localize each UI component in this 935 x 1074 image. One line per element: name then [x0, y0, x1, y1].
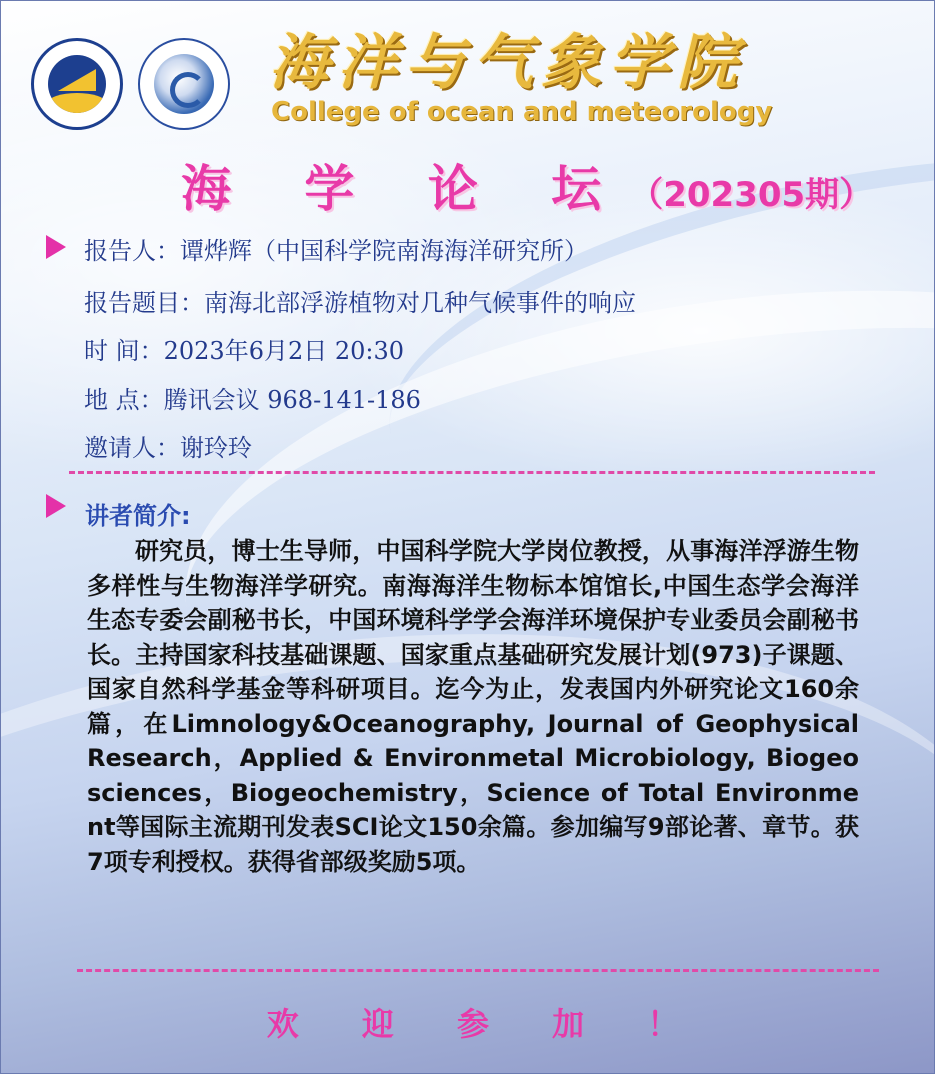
welcome-text: 欢 迎 参 加 ！	[266, 1005, 706, 1043]
forum-issue: （202305期）	[629, 175, 874, 215]
inviter-line: 邀请人：谢玲玲	[84, 434, 252, 462]
college-name-cn: 海洋与气象学院	[269, 28, 745, 98]
dashed-divider	[77, 969, 879, 972]
bullet-arrow-icon	[46, 235, 66, 259]
dashed-divider	[69, 471, 875, 474]
bullet-arrow-icon	[46, 494, 66, 518]
bio-heading: 讲者简介:	[85, 502, 191, 530]
college-name-en: College of ocean and meteorology	[271, 97, 773, 127]
time-line: 时 间：2023年6月2日 20:30	[84, 337, 405, 365]
bio-text: 研究员，博士生导师，中国科学院大学岗位教授，从事海洋浮游生物多样性与生物海洋学研究。南海海洋生物标本馆馆长,中国生态学会海洋生态专委会副秘书长，中国环境科学学会海洋环境保护专业委员会副秘书长。主持国家科技基础课题、国家重点基础研究发展计划(973)子课题、国家自然科学基金等科研项目。迄今为止，发表国内外研究论文160余篇，在Limnology&Oceanography, Journal of Geophysical Research，Applied & Environmetal Microbiology, Biogeosciences，Biogeochemistry，Science of Total Environment等国际主流期刊发表SCI论文150余篇。参加编写9部论著、章节。获7项专利授权。获得省部级奖励5项。	[87, 537, 859, 876]
college-logo-icon	[138, 38, 230, 130]
forum-title	[181, 149, 874, 221]
forum-name: 海 学 论 坛	[181, 159, 630, 218]
topic-line: 报告题目：南海北部浮游植物对几种气候事件的响应	[84, 289, 636, 317]
speaker-line: 报告人：谭烨辉（中国科学院南海海洋研究所）	[84, 237, 588, 265]
university-logo-icon	[31, 38, 123, 130]
place-line: 地 点：腾讯会议 968-141-186	[84, 386, 421, 414]
